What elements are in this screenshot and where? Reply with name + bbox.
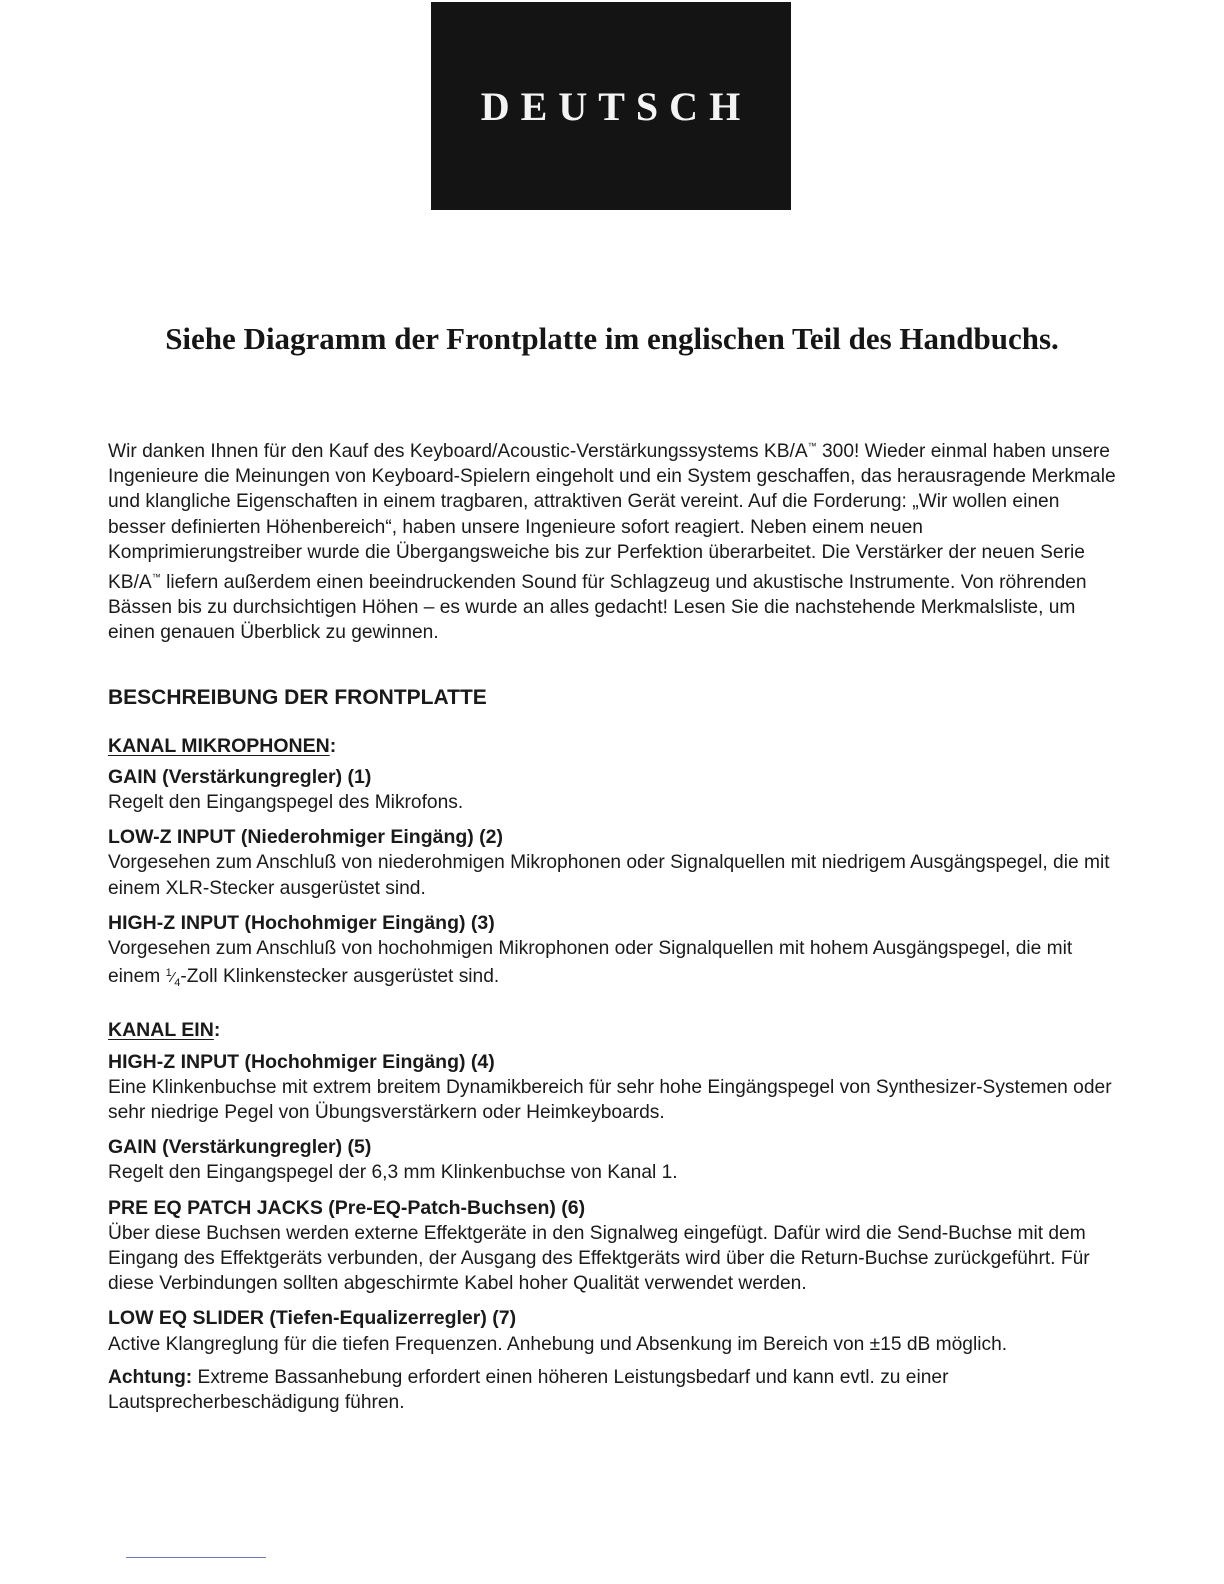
footer-rule xyxy=(126,1557,266,1558)
channel-heading-mic xyxy=(108,734,1118,759)
channel-name: KANAL EIN xyxy=(108,1019,214,1042)
fraction-slash: ⁄ xyxy=(171,969,175,987)
feature-title: GAIN (Verstärkungregler) (5) xyxy=(108,1136,372,1159)
fraction-quarter xyxy=(165,967,181,990)
feature-item xyxy=(108,1135,1118,1185)
channel-colon: : xyxy=(329,734,337,757)
feature-item xyxy=(108,825,1118,901)
language-header-box xyxy=(431,2,791,210)
feature-item xyxy=(108,1196,1118,1297)
language-title: DEUTSCH xyxy=(480,83,752,129)
channel-name: KANAL MIKROPHONEN xyxy=(108,734,330,757)
feature-description: Vorgesehen zum Anschluß von niederohmigen Mikrophonen oder Signalquellen mit niedrigem Ausgängspegel, die mit einem XLR-Stecker ausgerüstet sind. xyxy=(108,852,1110,899)
intro-text-2: 300! Wieder einmal haben unsere Ingenieure die Meinungen von Keyboard-Spielern eingeholt und ein System geschaffen, das herausragende Merkmale und klangliche Eigenschaften in einem tragbaren, attraktiven Gerät vereint. Auf die Forderung: „Wir wollen einen besser definierten Höhenbereich“, haben unsere Ingenieure sofort reagiert. Neben einem neuen Komprimierungstreiber wurde die Übergangsweiche bis zur Perfektion überarbeitet. Die Verstärker der neuen Serie KB/A xyxy=(108,441,1116,594)
feature-item xyxy=(108,765,1118,815)
feature-description xyxy=(108,936,1118,996)
channel-colon: : xyxy=(213,1019,221,1042)
channel-heading-one xyxy=(108,1018,1118,1043)
fraction-denominator: 4 xyxy=(174,977,181,990)
feature-description-part: -Zoll Klinkenstecker ausgerüstet sind. xyxy=(180,966,500,988)
feature-description: Regelt den Eingangspegel der 6,3 mm Klinkenbuchse von Kanal 1. xyxy=(108,1162,678,1184)
feature-description: Active Klangreglung für die tiefen Frequenzen. Anhebung und Absenkung im Bereich von ±15 dB möglich. xyxy=(108,1333,1008,1355)
feature-title: LOW EQ SLIDER (Tiefen-Equalizerregler) (7) xyxy=(108,1307,517,1330)
main-content xyxy=(108,434,1118,1415)
feature-title: GAIN (Verstärkungregler) (1) xyxy=(108,765,372,788)
intro-paragraph xyxy=(108,434,1118,646)
trademark-1: ™ xyxy=(807,441,817,451)
intro-text-1: Wir danken Ihnen für den Kauf des Keyboard/Acoustic-Verstärkungssystems KB/A xyxy=(108,441,808,462)
trademark-2: ™ xyxy=(151,572,161,583)
feature-item xyxy=(108,1050,1118,1126)
feature-description: Eine Klinkenbuchse mit extrem breitem Dynamikbereich für sehr hohe Eingängspegel von Synthesizer-Systemen oder sehr niedrige Pegel von Übungsverstärkern oder Heimkeyboards. xyxy=(108,1076,1112,1124)
feature-description: Über diese Buchsen werden externe Effektgeräte in den Signalweg eingefügt. Dafür wird die Send-Buchse mit dem Eingang des Effektgeräts verbunden, der Ausgang des Effektgeräts wird über die Return-Buchse zurückgeführt. Für diese Verbindungen sollten abgeschirmte Kabel hoher Qualität verwendet werden. xyxy=(108,1222,1090,1295)
feature-description-part: Vorgesehen zum Anschluß von hochohmigen Mikrophonen oder Signalquellen mit hohem Ausgängspegel, die mit einem xyxy=(108,938,1073,988)
feature-title: LOW-Z INPUT (Niederohmiger Eingäng) (2) xyxy=(108,826,504,849)
warning-text: Extreme Bassanhebung erfordert einen höheren Leistungsbedarf und kann evtl. zu einer Lautsprecherbeschädigung führen. xyxy=(108,1366,949,1414)
feature-title: PRE EQ PATCH JACKS (Pre-EQ-Patch-Buchsen) (6) xyxy=(108,1196,586,1219)
fraction-numerator: 1 xyxy=(165,967,172,980)
feature-description: Regelt den Eingangspegel des Mikrofons. xyxy=(108,792,464,814)
intro-text-3: liefern außerdem einen beeindruckenden Sound für Schlagzeug und akustische Instrumente. Von röhrenden Bässen bis zu durchsichtigen Höhen – es wurde an alles gedacht! Lesen Sie die nachstehende Merkmalsliste, um einen genauen Überblick zu gewinnen. xyxy=(108,572,1087,644)
warning-label: Achtung: xyxy=(108,1366,193,1388)
feature-item xyxy=(108,911,1118,997)
section-heading: BESCHREIBUNG DER FRONTPLATTE xyxy=(108,685,487,709)
feature-title: HIGH-Z INPUT (Hochohmiger Eingäng) (3) xyxy=(108,911,495,934)
feature-item xyxy=(108,1306,1118,1356)
page-subtitle: Siehe Diagramm der Frontplatte im englischen Teil des Handbuchs. xyxy=(165,321,1059,356)
warning-note xyxy=(108,1365,1118,1415)
feature-title: HIGH-Z INPUT (Hochohmiger Eingäng) (4) xyxy=(108,1050,495,1073)
